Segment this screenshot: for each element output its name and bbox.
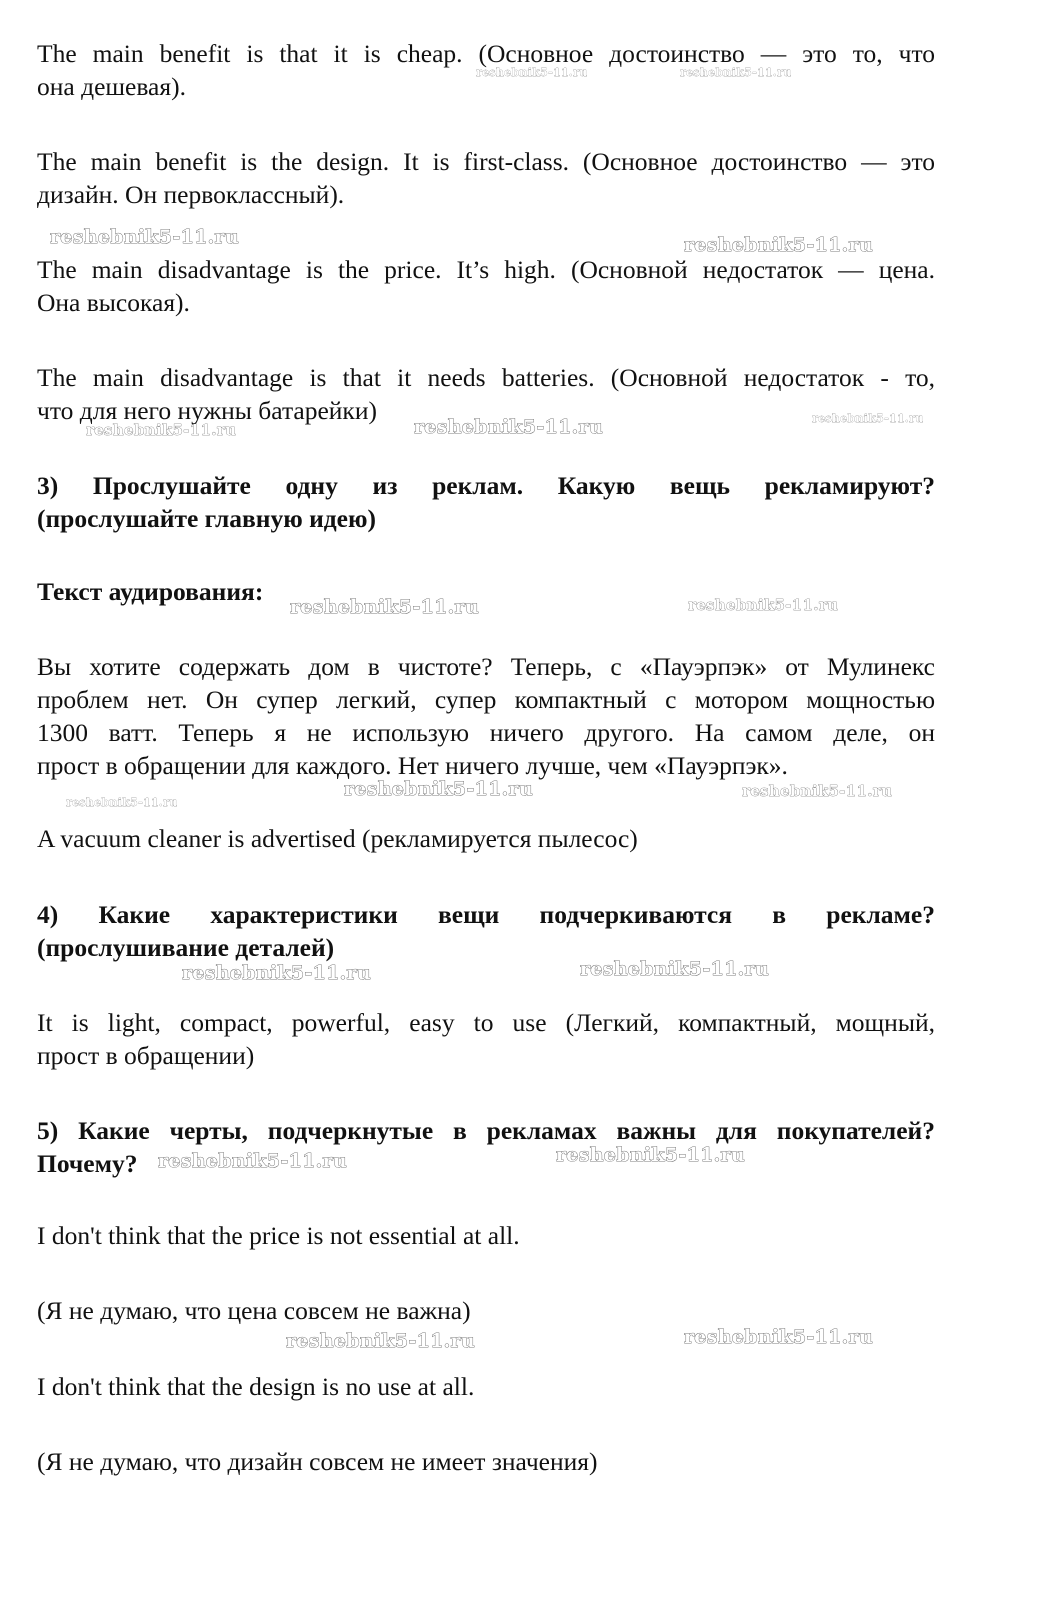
paragraph-main-disadvantage-price: The main disadvantage is the price. It’s high. (Основной недостаток — цена. Она высокая).	[37, 255, 935, 317]
watermark: reshebnik5-11.ru	[414, 416, 603, 438]
heading-task-3: 3) Прослушайте одну из реклам. Какую вещь рекламируют? (прослушайте главную идею)	[37, 471, 935, 533]
paragraph-vacuum-answer: A vacuum cleaner is advertised (рекламируется пылесос)	[37, 824, 638, 853]
paragraph-price-translation: (Я не думаю, что цена совсем не важна)	[37, 1296, 471, 1325]
watermark: reshebnik5-11.ru	[684, 1326, 873, 1348]
watermark: reshebnik5-11.ru	[680, 66, 792, 79]
watermark: reshebnik5-11.ru	[812, 412, 924, 425]
paragraph-main-disadvantage-batteries: The main disadvantage is that it needs batteries. (Основной недостаток - то, что для него нужны батарейки)	[37, 363, 935, 425]
paragraph-features-answer: It is light, compact, powerful, easy to use (Легкий, компактный, мощный, прост в обращении)	[37, 1008, 935, 1070]
watermark: reshebnik5-11.ru	[556, 1144, 745, 1166]
watermark: reshebnik5-11.ru	[66, 796, 178, 809]
paragraph-listening-text: Вы хотите содержать дом в чистоте? Теперь, с «Пауэрпэк» от Мулинекс проблем нет. Он супер легкий, супер компактный с мотором мощностью 1300 ватт. Теперь я не использую ничего другого. На самом деле, он прост в обращении для каждого. Нет ничего лучше, чем «Пауэрпэк».	[37, 652, 935, 780]
watermark: reshebnik5-11.ru	[580, 958, 769, 980]
watermark: reshebnik5-11.ru	[344, 778, 533, 800]
heading-listening-text: Текст аудирования:	[37, 577, 264, 606]
paragraph-main-benefit-design: The main benefit is the design. It is first-class. (Основное достоинство — это дизайн. Он первоклассный).	[37, 147, 935, 209]
paragraph-main-benefit-cheap: The main benefit is that it is cheap. (Основное достоинство — это то, что она дешевая).	[37, 39, 935, 101]
watermark: reshebnik5-11.ru	[742, 782, 893, 800]
watermark: reshebnik5-11.ru	[688, 596, 839, 614]
watermark: reshebnik5-11.ru	[286, 1330, 475, 1352]
watermark: reshebnik5-11.ru	[684, 234, 873, 256]
watermark: reshebnik5-11.ru	[86, 421, 237, 439]
watermark: reshebnik5-11.ru	[290, 596, 479, 618]
heading-task-5: 5) Какие черты, подчеркнутые в рекламах важны для покупателей? Почему?	[37, 1116, 935, 1178]
paragraph-design-translation: (Я не думаю, что дизайн совсем не имеет значения)	[37, 1447, 598, 1476]
watermark: reshebnik5-11.ru	[50, 226, 239, 248]
paragraph-price-opinion: I don't think that the price is not essential at all.	[37, 1221, 520, 1250]
paragraph-design-opinion: I don't think that the design is no use at all.	[37, 1372, 475, 1401]
watermark: reshebnik5-11.ru	[182, 962, 371, 984]
watermark: reshebnik5-11.ru	[476, 66, 588, 79]
heading-task-4: 4) Какие характеристики вещи подчеркиваются в рекламе? (прослушивание деталей)	[37, 900, 935, 962]
watermark: reshebnik5-11.ru	[158, 1150, 347, 1172]
